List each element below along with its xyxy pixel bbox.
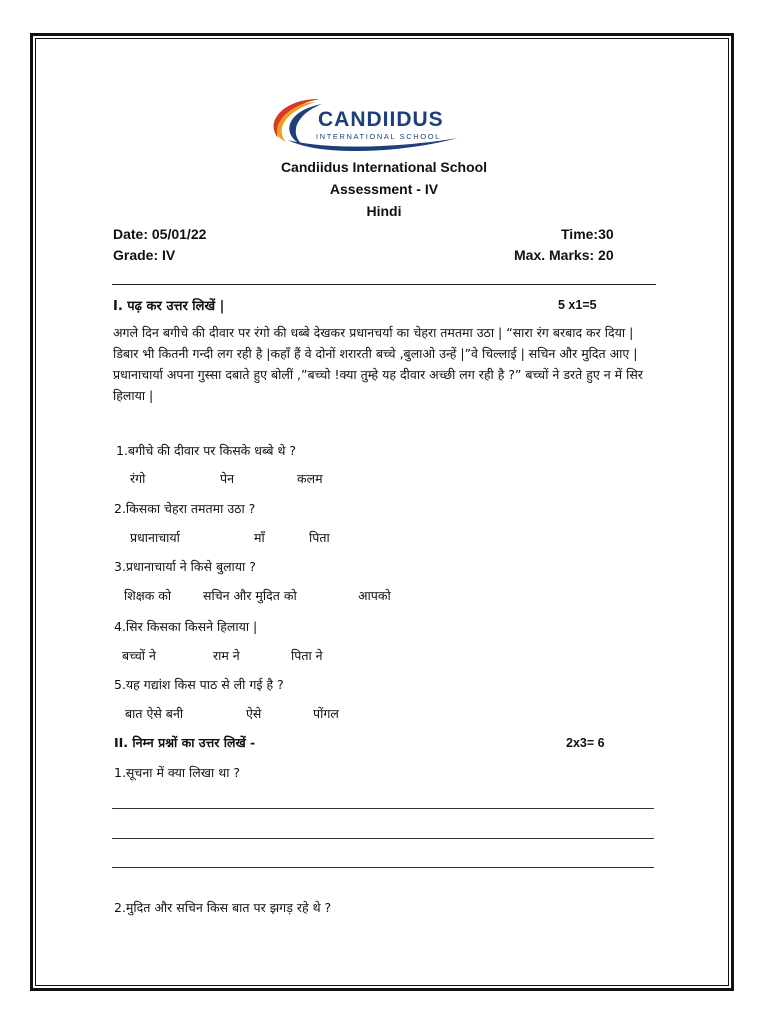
time-label: Time:30 xyxy=(561,226,614,242)
q3-option-3: आपको xyxy=(358,588,391,603)
q5-option-1: बात ऐसे बनी xyxy=(125,706,184,721)
q2-option-2: माँ xyxy=(254,530,265,545)
section2-question-1: 1.सूचना में क्या लिखा था ? xyxy=(114,765,241,780)
question-5: 5.यह गद्यांश किस पाठ से ली गई है ? xyxy=(114,677,284,692)
q5-option-3: पोंगल xyxy=(313,706,339,721)
answer-line xyxy=(112,867,654,868)
q4-option-3: पिता ने xyxy=(291,648,323,663)
q2-option-3: पिता xyxy=(309,530,330,545)
q3-option-1: शिक्षक को xyxy=(124,588,172,603)
logo-name: CANDIIDUS xyxy=(318,108,444,131)
grade-label: Grade: IV xyxy=(113,247,176,263)
q4-option-2: राम ने xyxy=(213,648,240,663)
q1-option-3: कलम xyxy=(297,471,323,486)
school-logo xyxy=(258,94,498,154)
max-marks-label: Max. Marks: 20 xyxy=(514,247,614,263)
question-2: 2.किसका चेहरा तमतमा उठा ? xyxy=(114,501,256,516)
question-4: 4.सिर किसका किसने हिलाया | xyxy=(114,619,258,634)
section2-heading: II. निम्न प्रश्नों का उत्तर लिखें - xyxy=(114,735,256,750)
q1-option-1: रंगो xyxy=(130,471,146,486)
section1-marks: 5 x1=5 xyxy=(558,298,597,312)
q3-option-2: सचिन और मुदित को xyxy=(203,588,297,603)
answer-line xyxy=(112,838,654,839)
q4-option-1: बच्चों ने xyxy=(122,648,156,663)
assessment-title: Assessment - IV xyxy=(329,181,439,197)
subject-title: Hindi xyxy=(366,203,402,219)
q1-option-2: पेन xyxy=(220,471,235,486)
logo-tagline: INTERNATIONAL SCHOOL xyxy=(316,132,441,141)
section1-heading: I. पढ़ कर उत्तर लिखें | xyxy=(113,299,225,314)
header-divider xyxy=(112,284,656,285)
section2-question-2: 2.मुदित और सचिन किस बात पर झगड़ रहे थे ? xyxy=(114,900,332,915)
school-name: Candiidus International School xyxy=(280,159,488,175)
section2-marks: 2x3= 6 xyxy=(566,736,605,750)
passage: अगले दिन बगीचे की दीवार पर रंगो की धब्बे देखकर प्रधानचर्या का चेहरा तमतमा उठा | “सारा रंग बरबाद कर दिया | डिबार भी कितनी गन्दी लग रही है |कहाँ हैं वे दोनों शरारती बच्चे ,बुलाओ उन्हें |”वे चिल्लाई | सचिन और मुदित आए | प्रधानाचार्या अपना गुस्सा दबाते हुए बोलीं ,”बच्चो !क्या तुम्हे यह दीवार अच्छी लग रही है ?” बच्चों ने डरते हुए न में सिर हिलाया | xyxy=(113,325,643,403)
question-3: 3.प्रधानाचार्या ने किसे बुलाया ? xyxy=(114,559,256,574)
q2-option-1: प्रधानाचार्या xyxy=(130,530,180,545)
q5-option-2: ऐसे xyxy=(246,706,262,721)
answer-line xyxy=(112,808,654,809)
date-label: Date: 05/01/22 xyxy=(113,226,207,242)
question-1: 1.बगीचे की दीवार पर किसके धब्बे थे ? xyxy=(116,443,297,458)
